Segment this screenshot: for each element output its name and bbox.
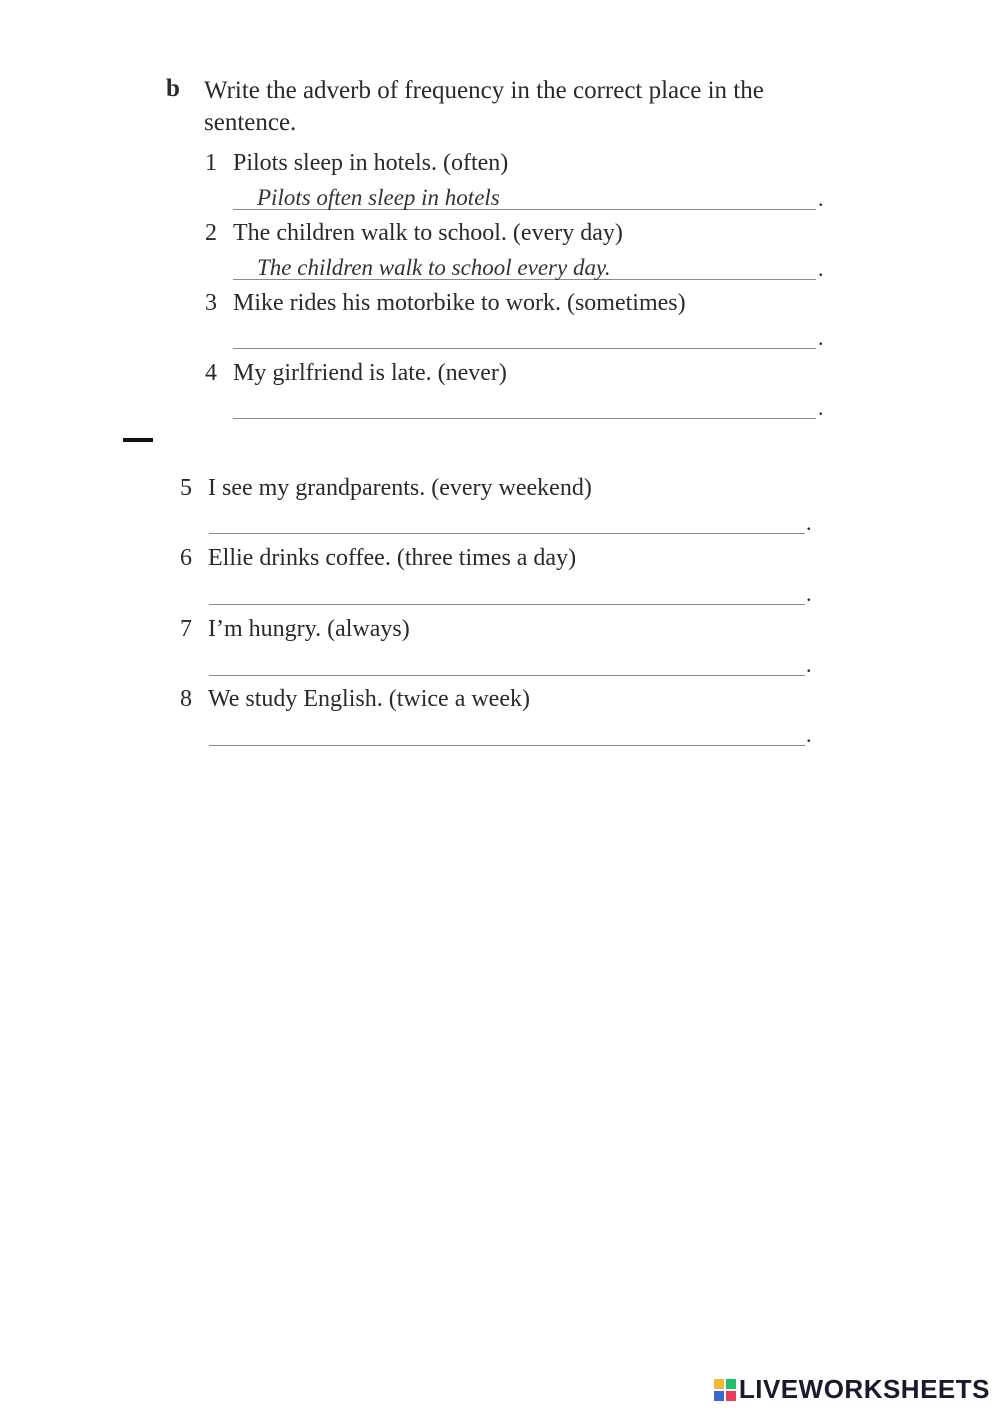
item-number: 7 xyxy=(180,616,192,642)
item-prompt: We study English. (twice a week) xyxy=(208,686,530,712)
line-end-dot: . xyxy=(818,256,824,281)
item-answer: The children walk to school every day. xyxy=(257,255,611,280)
answer-line-7[interactable] xyxy=(209,647,805,676)
liveworksheets-logo xyxy=(714,1374,990,1405)
logo-grid-icon xyxy=(714,1379,736,1401)
item-number: 2 xyxy=(205,220,217,246)
item-prompt: I see my grandparents. (every weekend) xyxy=(208,475,592,501)
line-end-dot: . xyxy=(818,325,824,350)
answer-line-6[interactable] xyxy=(209,576,805,605)
exercise-instruction: Write the adverb of frequency in the correct place in the sentence. xyxy=(204,77,764,136)
line-end-dot: . xyxy=(818,186,824,211)
exercise-letter: b xyxy=(166,75,180,102)
line-end-dot: . xyxy=(818,395,824,420)
item-prompt: I’m hungry. (always) xyxy=(208,616,410,642)
line-end-dot: . xyxy=(806,652,812,677)
item-number: 3 xyxy=(205,290,217,316)
item-prompt: Pilots sleep in hotels. (often) xyxy=(233,150,509,176)
answer-line-5[interactable] xyxy=(209,505,805,534)
answer-line-2[interactable] xyxy=(233,251,816,280)
brand-name: LIVEWORKSHEETS xyxy=(738,1374,990,1404)
item-answer: Pilots often sleep in hotels xyxy=(257,185,500,210)
line-end-dot: . xyxy=(806,510,812,535)
line-end-dot: . xyxy=(806,722,812,747)
item-number: 1 xyxy=(205,150,217,176)
answer-line-8[interactable] xyxy=(209,717,805,746)
section-divider xyxy=(123,438,153,442)
item-number: 4 xyxy=(205,360,217,386)
item-prompt: Mike rides his motorbike to work. (sometimes) xyxy=(233,290,686,316)
answer-line-3[interactable] xyxy=(233,320,816,349)
item-prompt: The children walk to school. (every day) xyxy=(233,220,623,246)
answer-line-1[interactable] xyxy=(233,181,816,210)
item-number: 5 xyxy=(180,475,192,501)
item-prompt: My girlfriend is late. (never) xyxy=(233,360,507,386)
item-number: 6 xyxy=(180,545,192,571)
answer-line-4[interactable] xyxy=(233,390,816,419)
item-prompt: Ellie drinks coffee. (three times a day) xyxy=(208,545,577,571)
line-end-dot: . xyxy=(806,581,812,606)
item-number: 8 xyxy=(180,686,192,712)
